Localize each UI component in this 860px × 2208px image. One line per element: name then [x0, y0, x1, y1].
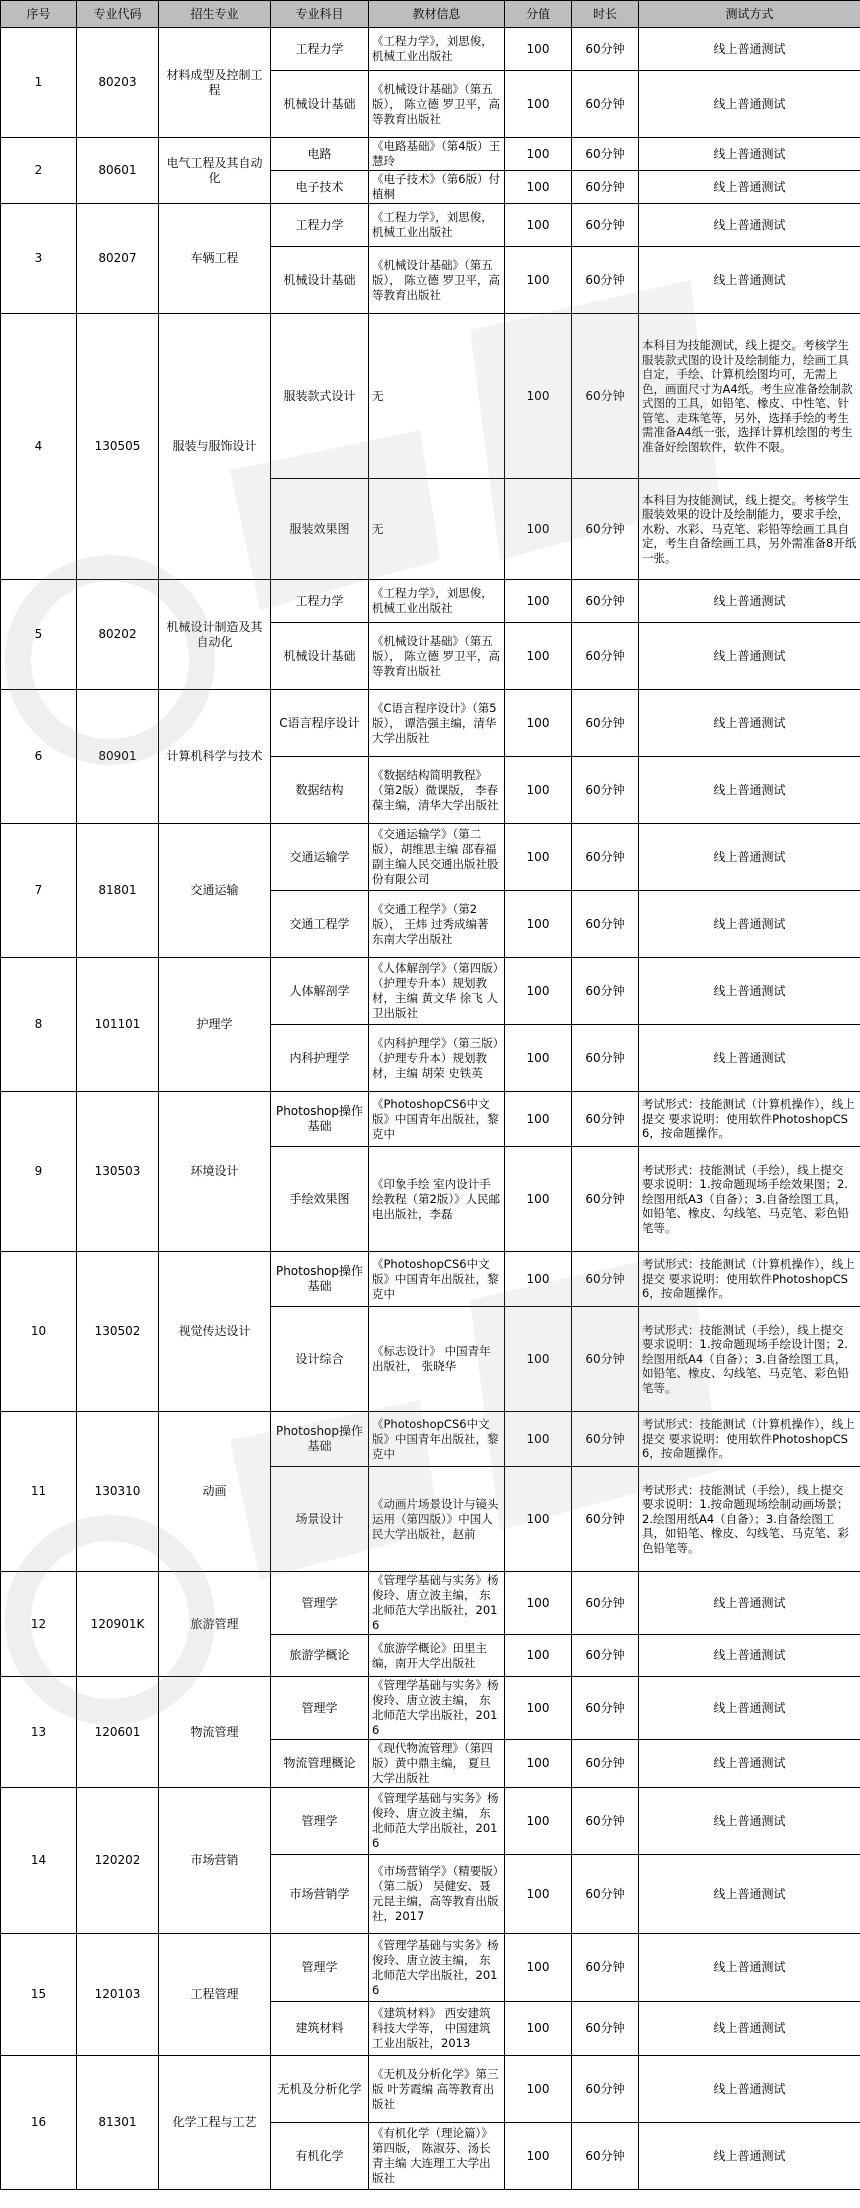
duration-value: 60分钟 — [572, 580, 639, 623]
textbook-info: 《建筑材料》 西安建筑科技大学等， 中国建筑工业出版社，2013 — [369, 2002, 505, 2056]
major-name: 电气工程及其自动化 — [159, 138, 271, 204]
table-row — [1, 958, 860, 1025]
table-row — [1, 1092, 860, 1147]
test-method: 线上普通测试 — [639, 1740, 860, 1788]
major-code: 81301 — [77, 2056, 159, 2190]
textbook-info: 《数据结构简明教程》（第2版）微课版， 李春葆主编，清华大学出版社 — [369, 757, 505, 824]
subject-name: Photoshop操作基础 — [271, 1412, 369, 1467]
subject-name: 物流管理概论 — [271, 1740, 369, 1788]
textbook-info: 《标志设计》 中国青年出版社， 张晓华 — [369, 1307, 505, 1412]
textbook-info: 《机械设计基础》（第五版）， 陈立德 罗卫平，高等教育出版社 — [369, 623, 505, 690]
score-value: 100 — [505, 580, 572, 623]
table-row — [1, 1572, 860, 1635]
score-value: 100 — [505, 1252, 572, 1307]
duration-value: 60分钟 — [572, 314, 639, 479]
score-value: 100 — [505, 757, 572, 824]
duration-value: 60分钟 — [572, 1412, 639, 1467]
textbook-info: 《现代物流管理》（第四版）黄中鼎主编， 夏旦大学出版社 — [369, 1740, 505, 1788]
subject-name: 交通运输学 — [271, 824, 369, 891]
duration-value: 60分钟 — [572, 1934, 639, 2002]
major-code: 80203 — [77, 28, 159, 138]
textbook-info: 《PhotoshopCS6中文版》中国青年出版社，黎克中 — [369, 1092, 505, 1147]
major-code: 81801 — [77, 824, 159, 958]
score-value: 100 — [505, 1934, 572, 2002]
test-method: 线上普通测试 — [639, 71, 860, 138]
table-row — [1, 1412, 860, 1467]
test-method: 考试形式：技能测试（计算机操作），线上提交 要求说明：使用软件PhotoshopCS6，按命题操作。 — [639, 1412, 860, 1467]
row-number: 13 — [1, 1677, 77, 1788]
score-value: 100 — [505, 958, 572, 1025]
major-name: 工程管理 — [159, 1934, 271, 2056]
table-row — [1, 2056, 860, 2123]
score-value: 100 — [505, 2123, 572, 2190]
test-method: 线上普通测试 — [639, 1855, 860, 1934]
subject-name: 旅游学概论 — [271, 1635, 369, 1677]
textbook-info: 《印象手绘 室内设计手绘教程（第2版）》人民邮电出版社，李磊 — [369, 1147, 505, 1252]
subject-name: 数据结构 — [271, 757, 369, 824]
textbook-info: 《交通工程学》（第2版）， 王炜 过秀成编著 东南大学出版社 — [369, 891, 505, 958]
subject-name: 电路 — [271, 138, 369, 171]
row-number: 5 — [1, 580, 77, 690]
subject-name: 人体解剖学 — [271, 958, 369, 1025]
subject-name: 市场营销学 — [271, 1855, 369, 1934]
subject-name: 管理学 — [271, 1572, 369, 1635]
textbook-info: 《无机及分析化学》第三版 叶芳霞编 高等教育出版社 — [369, 2056, 505, 2123]
test-method: 线上普通测试 — [639, 623, 860, 690]
major-name: 护理学 — [159, 958, 271, 1092]
test-method: 线上普通测试 — [639, 580, 860, 623]
test-method: 线上普通测试 — [639, 247, 860, 314]
textbook-info: 《交通运输学》（第二版），胡维思主编 邵春福副主编人民交通出版社股份有限公司 — [369, 824, 505, 891]
textbook-info: 《管理学基础与实务》杨俊玲、唐立波主编， 东北师范大学出版社，2016 — [369, 1934, 505, 2002]
textbook-info: 《动画片场景设计与镜头运用（第四版）》中国人民大学出版社，赵前 — [369, 1467, 505, 1572]
textbook-info: 《管理学基础与实务》杨俊玲、唐立波主编， 东北师范大学出版社，2016 — [369, 1572, 505, 1635]
table-header — [1, 1, 860, 28]
textbook-info: 《机械设计基础》（第五版）， 陈立德 罗卫平，高等教育出版社 — [369, 247, 505, 314]
duration-value: 60分钟 — [572, 171, 639, 204]
subject-name: 内科护理学 — [271, 1025, 369, 1092]
major-code: 80207 — [77, 204, 159, 314]
major-name: 视觉传达设计 — [159, 1252, 271, 1412]
duration-value: 60分钟 — [572, 1252, 639, 1307]
header-time: 时长 — [572, 1, 639, 28]
score-value: 100 — [505, 824, 572, 891]
major-name: 旅游管理 — [159, 1572, 271, 1677]
row-number: 12 — [1, 1572, 77, 1677]
major-name: 物流管理 — [159, 1677, 271, 1788]
duration-value: 60分钟 — [572, 71, 639, 138]
textbook-info: 《市场营销学》（精要版）（第二版） 吴健安、聂元昆主编，高等教育出版社，2017 — [369, 1855, 505, 1934]
major-name: 交通运输 — [159, 824, 271, 958]
header-book: 教材信息 — [369, 1, 505, 28]
test-method: 线上普通测试 — [639, 690, 860, 757]
textbook-info: 《机械设计基础》（第五版）， 陈立德 罗卫平，高等教育出版社 — [369, 71, 505, 138]
test-method: 考试形式：技能测试（手绘），线上提交 要求说明：1.按命题现场手绘设计图；2.绘图用纸A4（自备）；3.自备绘图工具，如铅笔、橡皮、勾线笔、马克笔、彩色铅笔等。 — [639, 1307, 860, 1412]
row-number: 9 — [1, 1092, 77, 1252]
major-code: 130310 — [77, 1412, 159, 1572]
row-number: 10 — [1, 1252, 77, 1412]
row-number: 15 — [1, 1934, 77, 2056]
textbook-info: 《管理学基础与实务》杨俊玲、唐立波主编， 东北师范大学出版社，2016 — [369, 1677, 505, 1740]
duration-value: 60分钟 — [572, 958, 639, 1025]
test-method: 线上普通测试 — [639, 28, 860, 71]
major-name: 计算机科学与技术 — [159, 690, 271, 824]
score-value: 100 — [505, 623, 572, 690]
test-method: 线上普通测试 — [639, 1934, 860, 2002]
test-method: 线上普通测试 — [639, 824, 860, 891]
major-name: 市场营销 — [159, 1788, 271, 1934]
major-code: 130502 — [77, 1252, 159, 1412]
textbook-info: 《PhotoshopCS6中文版》中国青年出版社，黎克中 — [369, 1412, 505, 1467]
test-method: 线上普通测试 — [639, 891, 860, 958]
major-code: 130503 — [77, 1092, 159, 1252]
major-code: 120103 — [77, 1934, 159, 2056]
test-method: 线上普通测试 — [639, 2056, 860, 2123]
header-row — [1, 1, 860, 28]
test-method: 考试形式：技能测试（手绘），线上提交 要求说明：1.按命题现场绘制动画场景；2.绘图用纸A4（自备）；3.自备绘图工具，如铅笔、橡皮、勾线笔、马克笔、彩色铅笔等。 — [639, 1467, 860, 1572]
test-method: 线上普通测试 — [639, 958, 860, 1025]
score-value: 100 — [505, 1788, 572, 1855]
textbook-info: 《C语言程序设计》（第5版）， 谭浩强主编，清华大学出版社 — [369, 690, 505, 757]
test-method: 线上普通测试 — [639, 1572, 860, 1635]
header-major: 招生专业 — [159, 1, 271, 28]
duration-value: 60分钟 — [572, 1092, 639, 1147]
test-method: 线上普通测试 — [639, 1788, 860, 1855]
subject-name: 有机化学 — [271, 2123, 369, 2190]
header-test: 测试方式 — [639, 1, 860, 28]
score-value: 100 — [505, 1025, 572, 1092]
textbook-info: 《旅游学概论》田里主编，南开大学出版社 — [369, 1635, 505, 1677]
row-number: 16 — [1, 2056, 77, 2190]
score-value: 100 — [505, 1572, 572, 1635]
row-number: 8 — [1, 958, 77, 1092]
textbook-info: 《内科护理学》（第三版）（护理专升本）规划教材，主编 胡荣 史铁英 — [369, 1025, 505, 1092]
row-number: 14 — [1, 1788, 77, 1934]
test-method: 考试形式：技能测试（计算机操作），线上提交 要求说明：使用软件PhotoshopCS6，按命题操作。 — [639, 1092, 860, 1147]
textbook-info: 无 — [369, 479, 505, 580]
subject-name: 服装款式设计 — [271, 314, 369, 479]
table-row — [1, 1677, 860, 1740]
test-method: 本科目为技能测试，线上提交。考核学生服装效果的设计及绘制能力，要求手绘，水粉、水彩、马克笔、彩铅等绘画工具自定，考生自备绘画工具，另外需准备8开纸一张。 — [639, 479, 860, 580]
test-method: 本科目为技能测试，线上提交。考核学生服装款式图的设计及绘制能力，绘画工具自定，手绘、计算机绘图均可，无需上色，画面尺寸为A4纸。考生应准备绘制款式图的工具，如铅笔、橡皮、中性笔、针管笔、走珠笔等，另外，选择手绘的考生需准备A4纸一张，选择计算机绘图的考生准备好绘图软件，软件不限。 — [639, 314, 860, 479]
duration-value: 60分钟 — [572, 28, 639, 71]
header-no: 序号 — [1, 1, 77, 28]
test-method: 考试形式：技能测试（计算机操作），线上提交 要求说明：使用软件PhotoshopCS6，按命题操作。 — [639, 1252, 860, 1307]
duration-value: 60分钟 — [572, 247, 639, 314]
duration-value: 60分钟 — [572, 2056, 639, 2123]
subject-name: 建筑材料 — [271, 2002, 369, 2056]
duration-value: 60分钟 — [572, 1307, 639, 1412]
table-row — [1, 1934, 860, 2002]
score-value: 100 — [505, 204, 572, 247]
score-value: 100 — [505, 1467, 572, 1572]
row-number: 3 — [1, 204, 77, 314]
table-body — [1, 28, 860, 2190]
subject-name: 管理学 — [271, 1677, 369, 1740]
test-method: 线上普通测试 — [639, 1025, 860, 1092]
score-value: 100 — [505, 1677, 572, 1740]
major-code: 120202 — [77, 1788, 159, 1934]
duration-value: 60分钟 — [572, 1855, 639, 1934]
major-name: 机械设计制造及其自动化 — [159, 580, 271, 690]
header-code: 专业代码 — [77, 1, 159, 28]
header-score: 分值 — [505, 1, 572, 28]
duration-value: 60分钟 — [572, 1788, 639, 1855]
score-value: 100 — [505, 690, 572, 757]
duration-value: 60分钟 — [572, 757, 639, 824]
duration-value: 60分钟 — [572, 204, 639, 247]
table-row — [1, 138, 860, 171]
score-value: 100 — [505, 2056, 572, 2123]
duration-value: 60分钟 — [572, 1572, 639, 1635]
score-value: 100 — [505, 1147, 572, 1252]
textbook-info: 《有机化学（理论篇）》第四版， 陈淑芬、汤长青主编 大连理工大学出版社 — [369, 2123, 505, 2190]
subject-name: 场景设计 — [271, 1467, 369, 1572]
table-row — [1, 314, 860, 479]
major-name: 服装与服饰设计 — [159, 314, 271, 580]
major-code: 120901K — [77, 1572, 159, 1677]
subject-name: 电子技术 — [271, 171, 369, 204]
table-row — [1, 824, 860, 891]
subject-name: 工程力学 — [271, 580, 369, 623]
test-method: 线上普通测试 — [639, 171, 860, 204]
score-value: 100 — [505, 479, 572, 580]
subject-name: 工程力学 — [271, 204, 369, 247]
score-value: 100 — [505, 1635, 572, 1677]
textbook-info: 《工程力学》，刘思俊，机械工业出版社 — [369, 204, 505, 247]
major-code: 101101 — [77, 958, 159, 1092]
score-value: 100 — [505, 1092, 572, 1147]
major-name: 动画 — [159, 1412, 271, 1572]
subject-name: 工程力学 — [271, 28, 369, 71]
major-name: 车辆工程 — [159, 204, 271, 314]
duration-value: 60分钟 — [572, 138, 639, 171]
score-value: 100 — [505, 71, 572, 138]
textbook-info: 《电路基础》（第4版）王慧玲 — [369, 138, 505, 171]
row-number: 4 — [1, 314, 77, 580]
subject-name: Photoshop操作基础 — [271, 1092, 369, 1147]
test-method: 线上普通测试 — [639, 2123, 860, 2190]
duration-value: 60分钟 — [572, 479, 639, 580]
row-number: 1 — [1, 28, 77, 138]
table-row — [1, 580, 860, 623]
test-method: 考试形式：技能测试（手绘），线上提交 要求说明：1.按命题现场手绘效果图；2.绘图用纸A3（自备）；3.自备绘图工具，如铅笔、橡皮、勾线笔、马克笔、彩色铅笔等。 — [639, 1147, 860, 1252]
textbook-info: 《电子技术》（第6版）付植桐 — [369, 171, 505, 204]
duration-value: 60分钟 — [572, 690, 639, 757]
table-row — [1, 1252, 860, 1307]
duration-value: 60分钟 — [572, 1677, 639, 1740]
table-row — [1, 204, 860, 247]
textbook-info: 无 — [369, 314, 505, 479]
subject-name: 管理学 — [271, 1934, 369, 2002]
textbook-info: 《人体解剖学》（第四版）（护理专升本）规划教材，主编 黄文华 徐飞 人卫出版社 — [369, 958, 505, 1025]
score-value: 100 — [505, 2002, 572, 2056]
textbook-info: 《管理学基础与实务》杨俊玲、唐立波主编， 东北师范大学出版社，2016 — [369, 1788, 505, 1855]
subject-name: C语言程序设计 — [271, 690, 369, 757]
major-name: 环境设计 — [159, 1092, 271, 1252]
row-number: 11 — [1, 1412, 77, 1572]
score-value: 100 — [505, 1855, 572, 1934]
textbook-info: 《工程力学》，刘思俊，机械工业出版社 — [369, 28, 505, 71]
test-method: 线上普通测试 — [639, 138, 860, 171]
duration-value: 60分钟 — [572, 1025, 639, 1092]
duration-value: 60分钟 — [572, 1635, 639, 1677]
duration-value: 60分钟 — [572, 1740, 639, 1788]
test-method: 线上普通测试 — [639, 1677, 860, 1740]
subject-name: 手绘效果图 — [271, 1147, 369, 1252]
duration-value: 60分钟 — [572, 2123, 639, 2190]
table-row — [1, 28, 860, 71]
row-number: 6 — [1, 690, 77, 824]
header-subject: 专业科目 — [271, 1, 369, 28]
textbook-info: 《工程力学》，刘思俊，机械工业出版社 — [369, 580, 505, 623]
score-value: 100 — [505, 1412, 572, 1467]
test-method: 线上普通测试 — [639, 2002, 860, 2056]
test-method: 线上普通测试 — [639, 757, 860, 824]
subject-name: 交通工程学 — [271, 891, 369, 958]
major-code: 80901 — [77, 690, 159, 824]
subject-name: 机械设计基础 — [271, 247, 369, 314]
duration-value: 60分钟 — [572, 1147, 639, 1252]
major-name: 材料成型及控制工程 — [159, 28, 271, 138]
subject-name: 机械设计基础 — [271, 623, 369, 690]
major-code: 80601 — [77, 138, 159, 204]
score-value: 100 — [505, 171, 572, 204]
subject-name: 无机及分析化学 — [271, 2056, 369, 2123]
row-number: 2 — [1, 138, 77, 204]
score-value: 100 — [505, 247, 572, 314]
subject-name: 设计综合 — [271, 1307, 369, 1412]
test-method: 线上普通测试 — [639, 204, 860, 247]
score-value: 100 — [505, 1740, 572, 1788]
table-row — [1, 690, 860, 757]
major-code: 120601 — [77, 1677, 159, 1788]
duration-value: 60分钟 — [572, 623, 639, 690]
duration-value: 60分钟 — [572, 1467, 639, 1572]
score-value: 100 — [505, 314, 572, 479]
duration-value: 60分钟 — [572, 891, 639, 958]
duration-value: 60分钟 — [572, 2002, 639, 2056]
table-row — [1, 1788, 860, 1855]
score-value: 100 — [505, 138, 572, 171]
subject-name: 服装效果图 — [271, 479, 369, 580]
score-value: 100 — [505, 1307, 572, 1412]
subject-name: 管理学 — [271, 1788, 369, 1855]
textbook-info: 《PhotoshopCS6中文版》中国青年出版社，黎克中 — [369, 1252, 505, 1307]
major-name: 化学工程与工艺 — [159, 2056, 271, 2190]
major-code: 80202 — [77, 580, 159, 690]
score-value: 100 — [505, 28, 572, 71]
subject-name: Photoshop操作基础 — [271, 1252, 369, 1307]
subject-name: 机械设计基础 — [271, 71, 369, 138]
score-value: 100 — [505, 891, 572, 958]
test-method: 线上普通测试 — [639, 1635, 860, 1677]
major-code: 130505 — [77, 314, 159, 580]
row-number: 7 — [1, 824, 77, 958]
duration-value: 60分钟 — [572, 824, 639, 891]
